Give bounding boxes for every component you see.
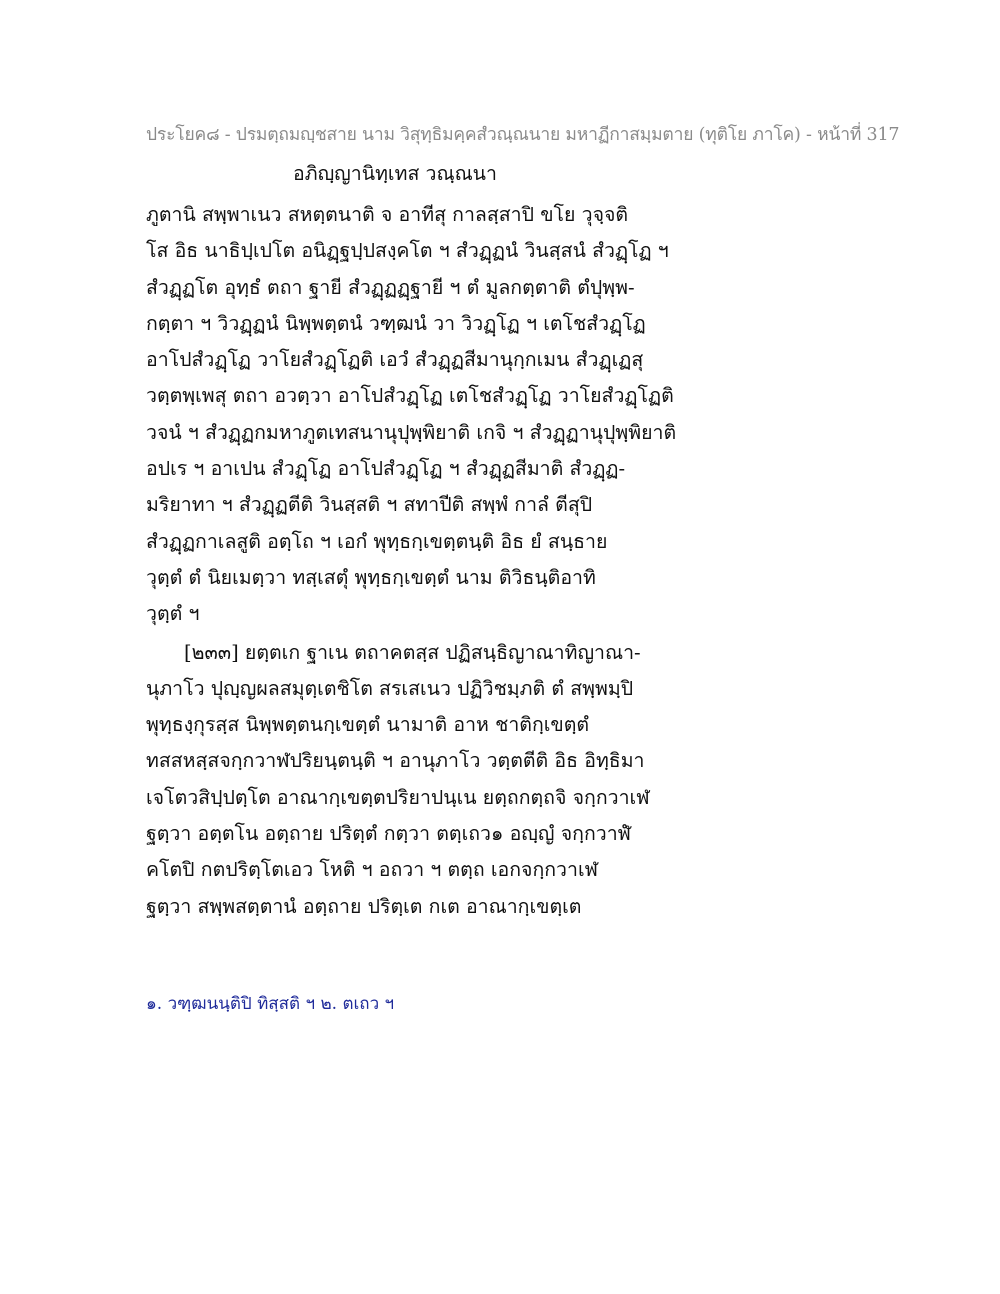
- text-line: พุทฺธงฺกุรสฺส นิพฺพตฺตนกฺเขตฺตํ นามาติ อาห ชาติกฺเขตฺตํ: [146, 713, 590, 737]
- text-line: กตฺตา ฯ วิวฏฺฏนํ นิพฺพตฺตนํ วฑฺฒนํ วา วิวฏฺโฏ ฯ เตโชสํวฏฺโฏ: [146, 311, 646, 335]
- footnote: ๑. วฑฺฒนนฺติปิ ทิสฺสติ ฯ ๒. ตเถว ฯ: [146, 994, 395, 1014]
- text-line: ฐตฺวา สพฺพสตฺตานํ อตฺถาย ปริตฺเต กเต อาณากฺเขตฺเต: [146, 894, 582, 918]
- body-text: [146, 197, 846, 925]
- text-line: ภูตานิ สพฺพาเนว สหตฺตนาติ จ อาทีสุ กาลสฺสาปิ ขโย วุจฺจติ: [146, 203, 629, 226]
- section-title: อภิญฺญานิทฺเทส วณฺณนา: [293, 162, 497, 185]
- text-line: คโตปิ กตปริตฺโตเอว โหติ ฯ อถวา ฯ ตตฺถ เอกจกฺกวาเฬ: [146, 858, 598, 882]
- running-header: ประโยค๘ - ปรมตฺถมญฺชสาย นาม วิสุทฺธิมคฺคสํวณฺณนาย มหาฏีกาสมฺมตาย (ทุติโย ภาโค) - หน้าที่ 317: [146, 125, 900, 145]
- text-line: วตฺตพฺเพสุ ตถา อวตฺวา อาโปสํวฏฺโฏ เตโชสํวฏฺโฏ วาโยสํวฏฺโฏติ: [146, 384, 674, 408]
- text-line: ฐตฺวา อตฺตโน อตฺถาย ปริตฺตํ กตฺวา ตตฺเถว๑ อญฺญํ จกฺกวาฬํ: [146, 822, 631, 846]
- text-line: มริยาทา ฯ สํวฏฺฏตีติ วินสฺสติ ฯ สทาปีติ สพฺพํ กาลํ ตีสุปิ: [146, 493, 593, 517]
- text-line: วุตฺตํ ตํ นิยเมตฺวา ทสฺเสตุํ พุทฺธกฺเขตฺตํ นาม ติวิธนฺติอาทิ: [146, 565, 596, 589]
- text-line: นุภาโว ปุญฺญผลสมุตฺเตชิโต สรเสเนว ปฏิวิชมฺภติ ตํ สพฺพมฺปิ: [146, 676, 634, 700]
- text-line: วุตฺตํ ฯ: [146, 602, 200, 626]
- text-line: อาโปสํวฏฺโฏ วาโยสํวฏฺโฏติ เอวํ สํวฏฺฏสีมานุกฺกเมน สํวฏฺเฏสุ: [146, 348, 644, 372]
- text-line: โส อิธ นาธิปฺเปโต อนิฏฺฐปฺปสงฺคโต ฯ สํวฏฺฏนํ วินสฺสนํ สํวฏฺโฏ ฯ: [146, 239, 669, 263]
- paragraph-start-line: [๒๓๓] ยตฺตเก ฐาเน ตถาคตสฺส ปฏิสนฺธิญาณาทิญาณา-: [184, 640, 641, 664]
- text-line: วจนํ ฯ สํวฏฺฏกมหาภูตเทสนานุปุพฺพิยาติ เกจิ ฯ สํวฏฺฏานุปุพฺพิยาติ: [146, 420, 677, 444]
- text-line: สํวฏฺฏโต อุทฺธํ ตถา ฐายี สํวฏฺฏฏฺฐายี ฯ ตํ มูลกตฺตาติ ตํปุพฺพ-: [146, 275, 635, 299]
- text-line: อปเร ฯ อาเปน สํวฏฺโฏ อาโปสํวฏฺโฏ ฯ สํวฏฺฏสีมาติ สํวฏฺฏ-: [146, 457, 626, 481]
- text-line: เจโตวสิปฺปตฺโต อาณากฺเขตฺตปริยาปนฺเน ยตฺถกตฺถจิ จกฺกวาเฬ: [146, 785, 650, 809]
- text-line: สํวฏฺฏกาเลสูติ อตฺโถ ฯ เอกํ พุทฺธกฺเขตฺตนฺติ อิธ ยํ สนฺธาย: [146, 529, 608, 553]
- text-line: ทสสหสฺสจกฺกวาฬปริยนฺตนฺติ ฯ อานุภาโว วตฺตตีติ อิธ อิทฺธิมา: [146, 749, 645, 773]
